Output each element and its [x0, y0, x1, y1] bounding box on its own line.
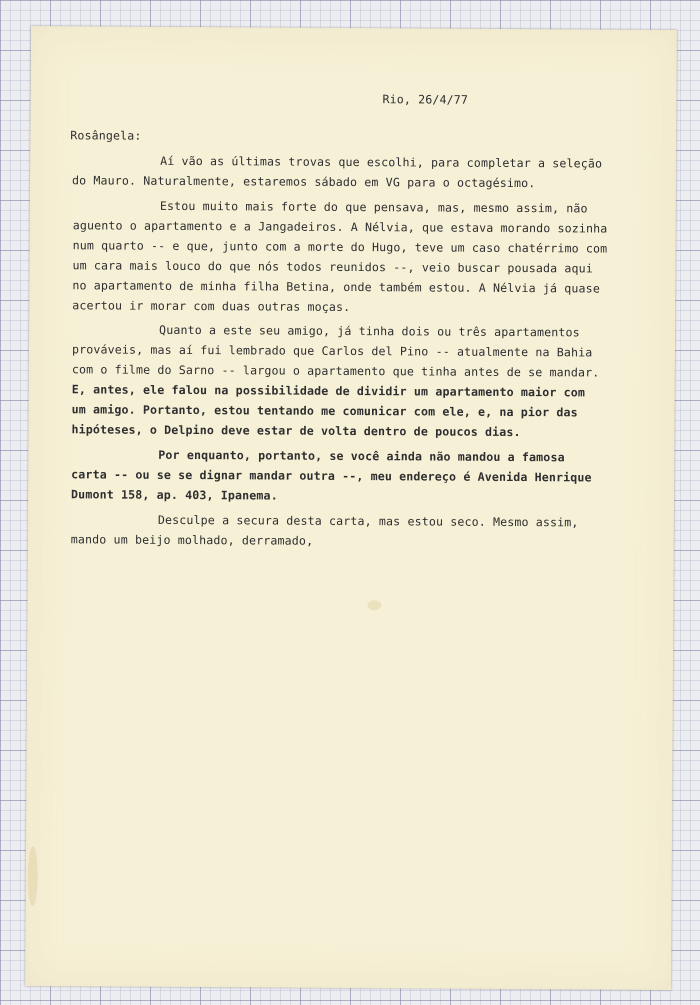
letter-line: do Mauro. Naturalmente, estaremos sábado em VG para o octagésimo. [71, 173, 536, 191]
letter-line: Dumont 158, ap. 403, Ipanema. [71, 487, 278, 503]
letter-line: Quanto a este seu amigo, já tinha dois ou três apartamentos [159, 322, 580, 340]
letter-line: no apartamento de minha filha Betina, onde também estou. A Nélvia já quase [72, 278, 601, 296]
letter-line: Aí vão as últimas trovas que escolhi, para completar a seleção [160, 153, 603, 171]
letter-line: mando um beijo molhado, derramado, [70, 532, 314, 548]
letter-line: hipóteses, o Delpino deve estar de volta dentro de poucos dias. [71, 422, 521, 440]
letter-line: um amigo. Portanto, estou tentando me comunicar com ele, e, na pior das [71, 402, 578, 420]
letter-line: num quarto -- e que, junto com a morte do Hugo, teve um caso chatérrimo com [72, 238, 608, 256]
letter-salutation: Rosângela: [70, 128, 142, 143]
letter-date: Rio, 26/4/77 [382, 92, 469, 107]
paper-stain [367, 600, 381, 610]
letter-line: carta -- ou se se dignar mandar outra --, meu endereço é Avenida Henrique [71, 467, 592, 485]
letter-line: prováveis, mas aí fui lembrado que Carlos del Pino -- atualmente na Bahia [71, 342, 593, 360]
letter-sheet [25, 26, 677, 990]
letter-line: Por enquanto, portanto, se você ainda não mandou a famosa [158, 447, 565, 465]
letter-line: Desculpe a secura desta carta, mas estou seco. Mesmo assim, [157, 512, 579, 530]
paper-stain [28, 846, 38, 906]
letter-line: com o filme do Sarno -- largou o apartamento que tinha antes de se mandar. [71, 362, 600, 380]
letter-line: acertou ir morar com duas outras moças. [72, 298, 351, 314]
letter-line: aguento o apartamento e a Jangadeiros. A Nélvia, que estava morando sozinha [72, 218, 608, 236]
letter-line: Estou muito mais forte do que pensava, mas, mesmo assim, não [159, 198, 588, 216]
letter-line: um cara mais louco do que nós todos reunidos --, veio buscar pousada aqui [72, 258, 594, 276]
letter-line: E, antes, ele falou na possibilidade de dividir um apartamento maior com [71, 382, 586, 400]
